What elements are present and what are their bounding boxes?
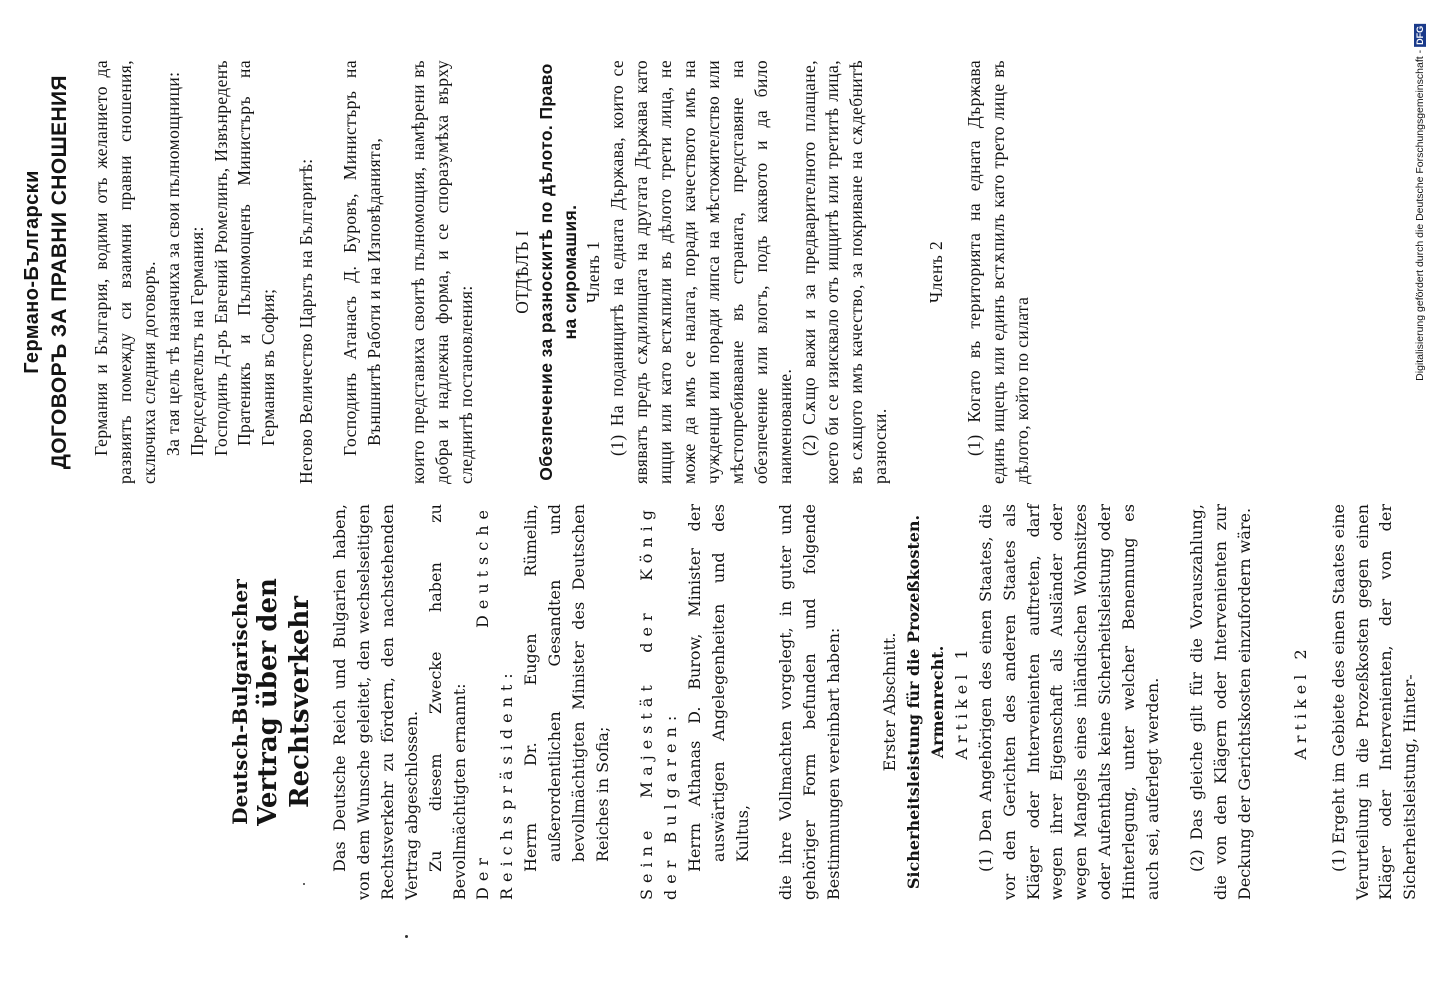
german-section: Erster Abschnitt. bbox=[880, 632, 900, 772]
german-column bbox=[228, 504, 1422, 900]
german-article-1-heading: Artikel 1 bbox=[951, 644, 971, 760]
spacer bbox=[754, 504, 774, 900]
scan-speck bbox=[405, 935, 408, 938]
bulgarian-title-large: ДОГОВОРЪ ЗА ПРАВНИ СНОШЕНИЯ bbox=[48, 74, 71, 470]
spacer bbox=[949, 60, 963, 484]
spacer bbox=[387, 60, 407, 484]
scan-speck bbox=[303, 883, 305, 885]
german-president-label: Der Deutsche Reichspräsident: bbox=[473, 504, 517, 900]
german-article-1-para-2: (2) Das gleiche gilt für die Vorauszahlung, die von den Klägern oder Intervenienten zur Deckung der Gerichtskosten einzufordern wäre. bbox=[1187, 504, 1254, 900]
german-title-small: Deutsch-Bulgarischer bbox=[228, 579, 252, 825]
german-article-2-heading: Artikel 2 bbox=[1290, 644, 1310, 760]
spacer bbox=[615, 504, 635, 900]
bulgarian-section-title: Обезпечение за разноскитѣ по дѣлото. Право на сиромашия. bbox=[535, 63, 580, 481]
bulgarian-article-1-para-2: (2) Сѫщо важи и за предварителното плащане, което би се изисквало отъ ищцитѣ или третитѣ лица, въ сѫщото имъ качество, за покриване на сѫдебнитѣ разноски. bbox=[798, 60, 891, 484]
german-section-title: Sicherheitsleistung für die Prozeßkosten. Armenrecht. bbox=[904, 514, 947, 890]
digitization-note-text: Digitalisierung gefördert durch die Deutsche Forschungsgemeinschaft - bbox=[1414, 49, 1426, 381]
spacer bbox=[319, 60, 339, 484]
german-preamble: Das Deutsche Reich und Bulgarien haben, von dem Wunsche geleitet, den wechselseitigen Rechtsverkehr zu fördern, den nachstehenden Vertrag abgeschlossen. bbox=[330, 504, 421, 900]
german-article-1-para-1: (1) Den Angehörigen des einen Staates, die vor den Gerichten des anderen Staates als Kläger oder Intervenienten auftreten, darf wegen ihrer Eigenschaft als Ausländer oder wegen Mangels eines inländischen Wohnsitzes oder Aufenthalts keine Sicherheitsleistung oder Hinterlegung, unter welcher Benennung es auch sei, auferlegt werden. bbox=[975, 504, 1163, 900]
german-king-label: Seine Majestät der König der Bulgaren: bbox=[636, 504, 680, 900]
spacer bbox=[893, 60, 925, 484]
german-president-plenipotentiary: Herrn Dr. Eugen Rümelin, außerordentlichen Gesandten und bevollmächtigten Minister des Deutschen Reiches in Sofia; bbox=[521, 504, 612, 872]
bulgarian-column bbox=[20, 60, 1035, 484]
bulgarian-purpose: За тая цель тѣ назначиха за свои пълномощници: bbox=[162, 71, 183, 456]
bulgarian-article-1-heading: Членъ 1 bbox=[583, 240, 604, 304]
dfg-logo: DFG bbox=[1415, 26, 1425, 45]
bulgarian-president-label: Председательтъ на Германия: bbox=[186, 226, 207, 456]
spacer bbox=[1165, 504, 1185, 900]
bulgarian-section: ОТДѢЛЪ I bbox=[511, 230, 532, 314]
bulgarian-article-1-para-1: (1) На поданицитѣ на едната Държава, които се явяватъ предъ сѫдилищата на другата Държава като ищци или като встѫпили въ дѣлото трети лица, не може да имъ се налага, поради качеството имъ на чужденци или поради липса на мѣстожителство или мѣстопребиваване въ страната, представяне на обезпечение или влогъ, подъ каквото и да било наименование. bbox=[607, 60, 795, 484]
german-title-large: Vertrag über den Rechtsverkehr bbox=[253, 578, 315, 826]
bulgarian-article-2-para-1: (1) Когато въ територията на едната Държава единъ ищецъ или единъ встѫпилъ като трето лице въ дѣлото, който по силата bbox=[964, 60, 1032, 484]
bulgarian-president-plenipotentiary: Господинъ Д-ръ Евгений Рюмелинъ, Извънреденъ Пратеникъ и Пълномощенъ Министъръ на Германия въ София; bbox=[210, 60, 279, 456]
spacer bbox=[281, 60, 295, 484]
bulgarian-agreement: които представиха своитѣ пълномощия, намѣрени въ добра и надлежна форма, и се споразумѣха върху следнитѣ постановления: bbox=[407, 60, 476, 484]
spacer bbox=[846, 504, 878, 900]
spacer bbox=[1257, 504, 1289, 900]
german-king-plenipotentiary: Herrn Athanas D. Burow, Minister der auswärtigen Angelegenheiten und des Kultus, bbox=[684, 504, 752, 872]
bulgarian-title-small: Германо-Български bbox=[21, 170, 43, 374]
spacer bbox=[479, 60, 511, 484]
digitization-note bbox=[1414, 20, 1426, 381]
german-purpose: Zu diesem Zwecke haben zu Bevollmächtigten ernannt: bbox=[425, 504, 469, 900]
bulgarian-preamble: Германия и България, водими отъ желанието да развиятъ помежду си взаимни правни сношения, сключиха следния договоръ. bbox=[91, 60, 159, 484]
bulgarian-king-label: Негово Величество Царьтъ на Българитѣ: bbox=[296, 158, 317, 484]
german-article-2-para-1: (1) Ergeht im Gebiete des einen Staates eine Verurteilung in die Prozeßkosten gegen einen Kläger oder Intervenienten, der von der Sicherheitsleistung, Hinter- bbox=[1328, 504, 1420, 900]
bulgarian-article-2-heading: Членъ 2 bbox=[926, 240, 947, 304]
spacer bbox=[1313, 504, 1327, 900]
german-agreement: die ihre Vollmachten vorgelegt, in guter und gehöriger Form befunden und folgende Bestimmungen vereinbart haben: bbox=[776, 504, 844, 900]
bulgarian-king-plenipotentiary: Господинъ Атанасъ Д. Буровъ, Министъръ на Външнитѣ Работи и на Изповѣданията, bbox=[340, 60, 385, 456]
